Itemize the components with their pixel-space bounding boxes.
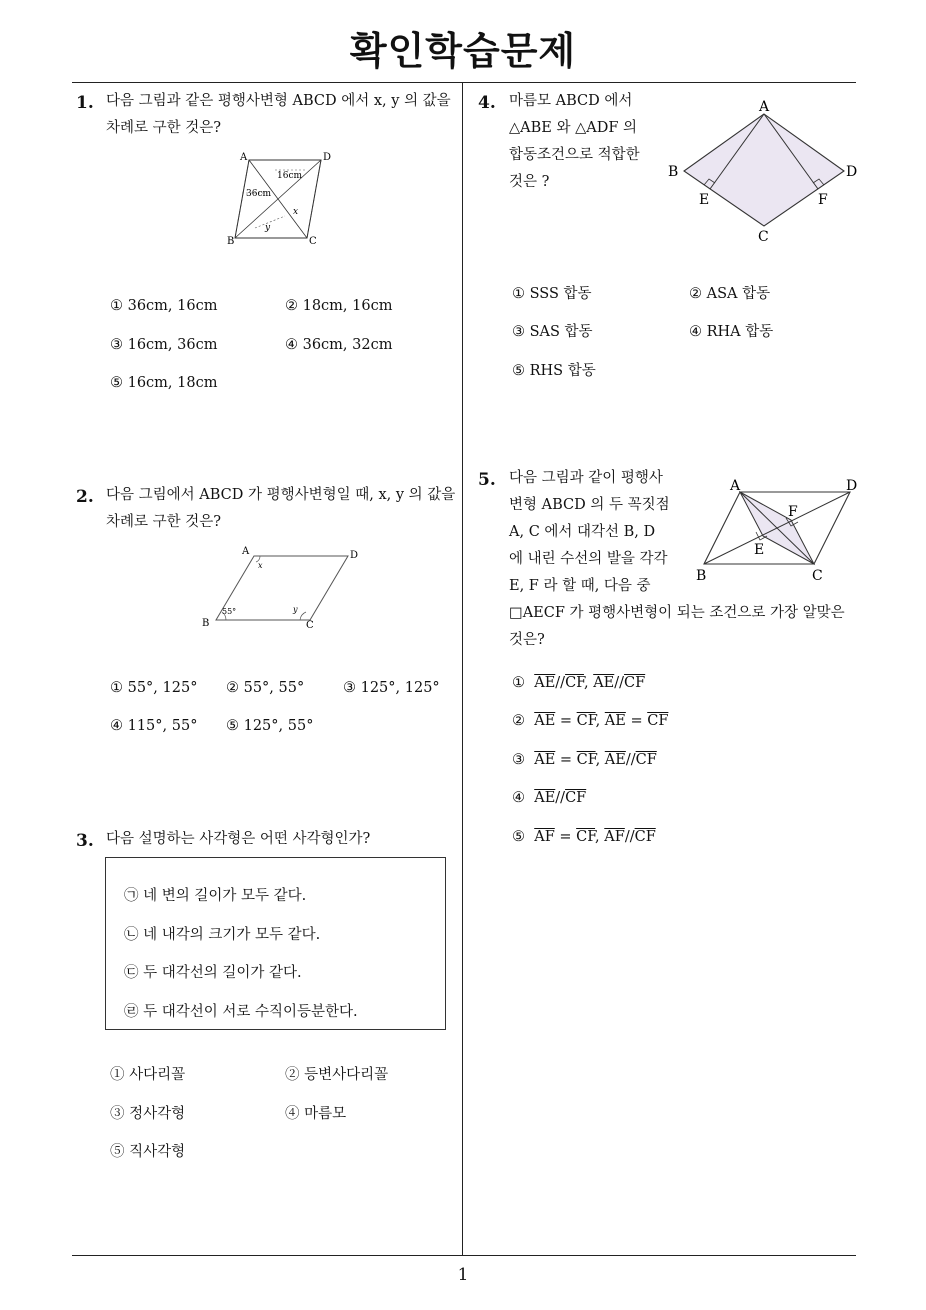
q5-label-e: E (754, 542, 765, 558)
q2-label-c: C (306, 620, 314, 631)
q1-option-3[interactable]: ③ 16cm, 36cm (110, 337, 218, 353)
q2-text: 다음 그림에서 ABCD 가 평행사변형일 때, x, y 의 값을 차례로 구한 것은? (106, 487, 456, 530)
page-title: 확인학습문제 (349, 29, 577, 73)
q2-number: 2. (76, 487, 94, 507)
bottom-rule (72, 1255, 856, 1256)
q2-label-b: B (202, 618, 210, 629)
q4-label-f: F (818, 192, 828, 208)
q1-number: 1. (76, 93, 94, 113)
q1-label-y: y (265, 223, 271, 233)
q3-number: 3. (76, 831, 94, 851)
q5-text (509, 465, 689, 600)
q5-number: 5. (478, 470, 496, 490)
q3-option-2[interactable]: ② 등변사다리꼴 (285, 1067, 389, 1083)
q4-text: 마름모 ABCD 에서 △ABE 와 △ADF 의 합동조건으로 적합한 것은 ? (509, 93, 640, 190)
q4-label-d: D (846, 164, 858, 180)
q1-label-b: B (227, 236, 235, 247)
q4-option-4[interactable]: ④ RHA 합동 (689, 324, 774, 340)
q5-label-c: C (812, 568, 823, 584)
q2-label-y: y (293, 605, 298, 614)
q5-label-f: F (788, 504, 798, 520)
q3-condition-2: ㉡ 네 내각의 크기가 모두 같다. (124, 927, 321, 943)
q5-text-line-1: 다음 그림과 같이 평행사 (509, 470, 663, 486)
q3-condition-box (105, 857, 446, 1030)
q2-label-55: 55° (222, 607, 237, 616)
q3-option-5[interactable]: ⑤ 직사각형 (110, 1144, 186, 1160)
q5-option-5[interactable]: ⑤ $\overline{AF} = \overline{CF}$, $\overline{AF}//\overline{CF}$ (512, 829, 656, 845)
q5-text-line-3: A, C 에서 대각선 B, D (509, 524, 656, 540)
q1-label-x: x (293, 207, 299, 217)
q3-condition-3: ㉢ 두 대각선의 길이가 같다. (124, 965, 302, 981)
q5-text-line-5: E, F 라 할 때, 다음 중 (509, 578, 651, 594)
q2-label-x: x (258, 561, 263, 570)
q1-figure (225, 148, 340, 248)
q5-option-4[interactable]: ④ $\overline{AE}//\overline{CF}$ (512, 790, 587, 806)
q5-option-1[interactable]: ① $\overline{AE}//\overline{CF}$, $\overline{AE}//\overline{CF}$ (512, 675, 646, 691)
q5-figure (694, 476, 864, 586)
q5-label-b: B (696, 568, 707, 584)
top-rule (72, 82, 856, 83)
q4-label-c: C (758, 229, 769, 245)
q4-option-1[interactable]: ① SSS 합동 (512, 286, 592, 302)
q2-figure (196, 542, 366, 632)
q2-option-4[interactable]: ④ 115°, 55° (110, 718, 198, 734)
q2-option-3[interactable]: ③ 125°, 125° (343, 680, 440, 696)
q2-option-1[interactable]: ① 55°, 125° (110, 680, 198, 696)
q1-option-5[interactable]: ⑤ 16cm, 18cm (110, 375, 218, 391)
page-number: 1 (457, 1265, 469, 1285)
q5-option-3[interactable]: ③ $\overline{AE} = \overline{CF}$, $\overline{AE}//\overline{CF}$ (512, 752, 657, 768)
q2-label-a: A (242, 546, 250, 557)
q4-option-2[interactable]: ② ASA 합동 (689, 286, 771, 302)
q4-label-b: B (668, 164, 679, 180)
q5-text-tail: □AECF 가 평행사변형이 되는 조건으로 가장 알맞은 것은? (509, 605, 845, 648)
q1-option-1[interactable]: ① 36cm, 16cm (110, 298, 218, 314)
q2-option-5[interactable]: ⑤ 125°, 55° (226, 718, 314, 734)
q1-label-a: A (240, 152, 248, 163)
q5-label-d: D (846, 478, 858, 494)
q4-option-5[interactable]: ⑤ RHS 합동 (512, 363, 596, 379)
q1-label-d: D (323, 152, 332, 163)
q1-text: 다음 그림과 같은 평행사변형 ABCD 에서 x, y 의 값을 차례로 구한 것은? (106, 93, 451, 136)
q3-option-1[interactable]: ① 사다리꼴 (110, 1067, 186, 1083)
q4-figure (664, 96, 864, 246)
q4-label-e: E (699, 192, 710, 208)
q1-option-4[interactable]: ④ 36cm, 32cm (285, 337, 393, 353)
q1-label-c: C (309, 236, 317, 247)
q5-text-line-2: 변형 ABCD 의 두 꼭짓점 (509, 497, 670, 513)
q3-option-4[interactable]: ④ 마름모 (285, 1106, 347, 1122)
q4-number: 4. (478, 93, 496, 113)
q2-label-d: D (350, 550, 359, 561)
q2-option-2[interactable]: ② 55°, 55° (226, 680, 305, 696)
q3-text: 다음 설명하는 사각형은 어떤 사각형인가? (106, 831, 371, 847)
q1-label-16cm: 16cm (277, 171, 303, 181)
q1-option-2[interactable]: ② 18cm, 16cm (285, 298, 393, 314)
q3-condition-1: ㉠ 네 변의 길이가 모두 같다. (124, 888, 307, 904)
column-divider (462, 83, 463, 1256)
q4-label-a: A (759, 99, 770, 115)
q5-label-a: A (730, 478, 741, 494)
q1-label-36cm: 36cm (246, 189, 272, 199)
q5-text-line-4: 에 내린 수선의 발을 각각 (509, 551, 668, 567)
q3-option-3[interactable]: ③ 정사각형 (110, 1106, 186, 1122)
q5-option-2[interactable]: ② $\overline{AE} = \overline{CF}$, $\overline{AE} = \overline{CF}$ (512, 713, 669, 729)
q3-condition-4: ㉣ 두 대각선이 서로 수직이등분한다. (124, 1004, 358, 1020)
q4-option-3[interactable]: ③ SAS 합동 (512, 324, 593, 340)
